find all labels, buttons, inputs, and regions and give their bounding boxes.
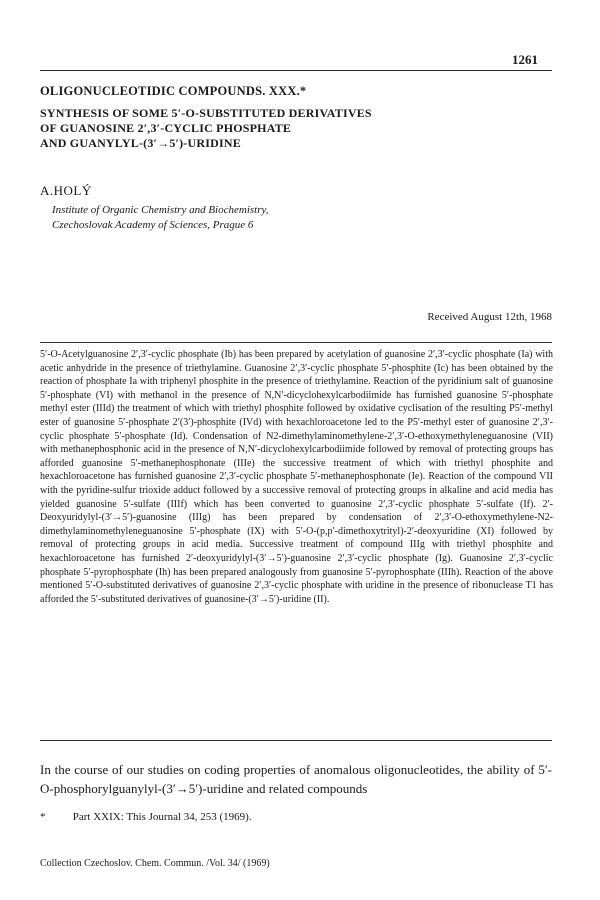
author-name: A.HOLÝ [40,183,92,198]
title-line: OF GUANOSINE 2′,3′-CYCLIC PHOSPHATE [40,121,292,135]
series-title: OLIGONUCLEOTIDIC COMPOUNDS. XXX.* [40,84,307,98]
abstract-bottom-rule [40,740,552,741]
article-title [40,106,550,151]
title-block [40,84,550,151]
received-date: Received August 12th, 1968 [427,311,552,323]
journal-footer: Collection Czechoslov. Chem. Commun. /Vol. 34/ (1969) [40,858,270,869]
affiliation-line: Czechoslovak Academy of Sciences, Prague 6 [52,219,254,231]
abstract: 5′-O-Acetylguanosine 2′,3′-cyclic phosphate (Ib) has been prepared by acetylation of guanosine 2′,3′-cyclic phosphate (Ia) with acetic anhydride in the presence of triethylamine. Guanosine 2′,3′-cyclic phosphate 5′-phosphite (Ic) has been obtained by the reaction of phosphate Ia with triphenyl phosphite in the presence of triethylamine. Reaction of the pyridinium salt of guanosine 5′-phosphate (VI) with methanol in the presence of N,N′-dicyclohexylcarbodiimide has furnished guanosine 5′-phosphate methyl ester (IIId) the treatment of which with triethyl phosphite followed by oxidative cyclisation of the resulting P5′-methyl ester of guanosine 5′-phosphate 2′(3′)-phosphite (IVd) with hexachloroacetone led to the P5′-methyl ester of guanosine 2′,3′-cyclic phosphate 5′-phosphate (Id). Condensation of N2-dimethylaminomethylene-2′,3′-O-ethoxymethyleneguanosine (VII) with methanephosphonic acid in the presence of N,N′-dicyclohexylcarbodiimide followed by removal of protecting groups has afforded guanosine 5′-methanephosphonate (IIIe) the successive treatment of which with triethyl phosphite and hexachloroacetone has furnished guanosine 2′,3′-cyclic phosphate 5′-methanephosphonate (Ie). Reaction of the compound VII with the pyridine-sulfur trioxide adduct followed by a successive removal of protecting groups in alkaline and acid media has yielded guanosine 5′-sulfate (IIIf) which has been converted to guanosine 2′,3′-cyclic phosphate 5′-sulfate (If). 2′-Deoxyuridylyl-(3′→5′)-guanosine (IIIg) has been prepared by condensation of 2′,3′-O-ethoxymethylene-N2-dimethylaminomethyleneguanosine 5′-phosphate (IX) with 5′-O-(p,p′-dimethoxytrityl)-2′-deoxyuridine (XI) followed by removal of protecting groups in acid media. Successive treatment of compound IIIg with triethyl phosphite and hexachloroacetone has furnished 2′-deoxyuridylyl-(3′→5′)-guanosine 2′,3′-cyclic phosphate (Ig). Guanosine 2′,3′-cyclic phosphate 5′-pyrophosphate (Ih) has been prepared analogously from guanosine 5′-pyrophosphate (IIIh). Reaction of the above mentioned 5′-O-substituted derivatives of guanosine 2′,3′-cyclic phosphate with uridine in the presence of ribonuclease T1 has afforded the 5′-substituted derivatives of guanosine-(3′→5′)-uridine (II). [40,349,553,605]
footnote-mark: * [40,811,46,823]
title-line: SYNTHESIS OF SOME 5′-O-SUBSTITUTED DERIVATIVES [40,106,372,120]
title-line: AND GUANYLYL-(3′→5′)-URIDINE [40,136,241,150]
header-rule [40,70,552,71]
footnote [40,811,552,823]
affiliation-line: Institute of Organic Chemistry and Biochemistry, [52,204,269,216]
affiliation [52,203,269,233]
footnote-text: Part XXIX: This Journal 34, 253 (1969). [72,811,252,823]
abstract-top-rule [40,342,552,343]
page-number: 1261 [512,52,538,67]
body-paragraph: In the course of our studies on coding properties of anomalous oligonucleotides, the ability of 5′-O-phosphorylguanylyl-(3′→5′)-uridine and related compounds [40,762,552,796]
